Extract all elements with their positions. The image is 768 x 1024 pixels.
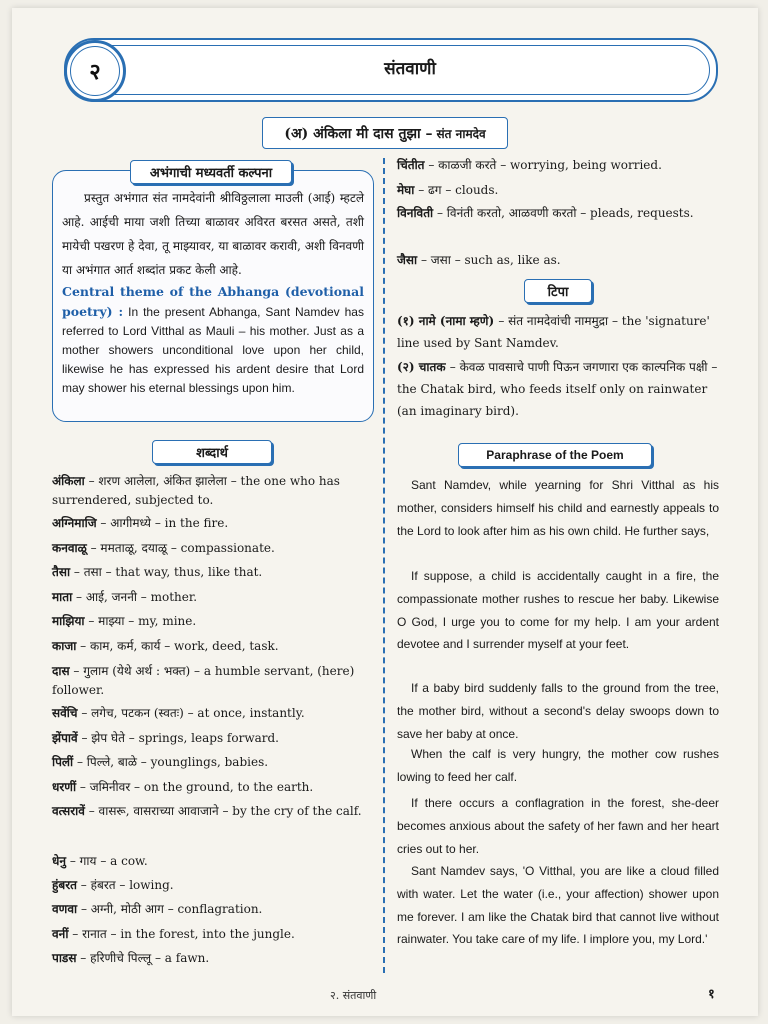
glossary-meaning: – काळजी करते – worrying, being worried.: [424, 158, 662, 172]
glossary-item: [52, 563, 372, 582]
glossary-word: माझिया: [52, 614, 85, 628]
note-word: चातक: [418, 360, 450, 374]
glossary-meaning: – आई, जननी – mother.: [72, 590, 198, 604]
right-glossary-item: [397, 180, 719, 200]
glossary-meaning: – हरिणीचे पिल्लू – a fawn.: [76, 951, 210, 965]
paraphrase-paragraph: If a baby bird suddenly falls to the ground from the tree, the mother bird, without a second's delay swoops down to save her baby at once.: [397, 681, 719, 741]
glossary-meaning: – ममताळू, दयाळू – compassionate.: [86, 541, 275, 555]
glossary-item: [52, 876, 372, 895]
glossary-word: कनवाळू: [52, 541, 87, 555]
glossary-item: [52, 753, 372, 772]
glossary-item: [52, 852, 372, 871]
glossary-item: [52, 514, 372, 533]
paraphrase-paragraph: Sant Namdev says, 'O Vitthal, you are like a cloud filled with water. Let the water (i.e., your affection) shower upon me forever. I am like the Chatak bird that cannot live without rainwater. You take care of my life. I implore you, my Lord.': [397, 864, 719, 947]
glossary-item: [52, 472, 372, 510]
glossary-item: [52, 949, 372, 968]
glossary-item: [52, 802, 372, 821]
glossary-word: अंकिला: [52, 474, 85, 488]
glossary-word: जैसा: [397, 253, 418, 267]
note-meaning: – संत नामदेवांची नाममुद्रा – the 'signature' line used by Sant Namdev.: [397, 314, 710, 350]
glossary-meaning: – झेप घेते – springs, leaps forward.: [77, 731, 279, 745]
note-item: [397, 356, 719, 422]
glossary-word: माता: [52, 590, 73, 604]
glossary-word: हुंबरत: [52, 878, 77, 892]
glossary-meaning: – माझ्या – my, mine.: [84, 614, 197, 628]
notes-label: टिपा: [524, 279, 592, 303]
glossary-item: [52, 729, 372, 748]
glossary-word: काजा: [52, 639, 77, 653]
glossary-item: [52, 539, 372, 558]
glossary-item: [52, 588, 372, 607]
glossary-meaning: – जसा – such as, like as.: [417, 253, 561, 267]
note-number: (१): [397, 314, 419, 328]
glossary-item: [52, 612, 372, 631]
glossary-item: [52, 704, 372, 723]
note-word: नामे (नामा म्हणे): [418, 314, 499, 328]
glossary-word: धेनु: [52, 854, 67, 868]
glossary-item: [52, 925, 372, 944]
chapter-title: संतवाणी: [384, 59, 436, 79]
glossary-word: झेंपावें: [52, 731, 78, 745]
glossary-meaning: – पिल्ले, बाळे – younglings, babies.: [73, 755, 269, 769]
glossary-word: पाडस: [52, 951, 77, 965]
glossary-meaning: – वासरू, वासराच्या आवाजाने – by the cry of the calf.: [84, 804, 362, 818]
glossary-word: वनीं: [52, 927, 69, 941]
chapter-number-badge: [64, 40, 126, 102]
right-glossary-item: [397, 155, 719, 175]
glossary-meaning: – हंबरत – lowing.: [76, 878, 174, 892]
glossary-word: चिंतीत: [397, 158, 425, 172]
paraphrase-paragraph: When the calf is very hungry, the mother cow rushes lowing to feed her calf.: [397, 747, 719, 784]
glossary-meaning: – काम, कर्म, कार्य – work, deed, task.: [76, 639, 279, 653]
right-glossary-item: [397, 203, 719, 223]
column-divider: [383, 158, 385, 973]
poem-title-box: [262, 117, 508, 149]
glossary-item: [52, 637, 372, 656]
glossary-meaning: – जमिनीवर – on the ground, to the earth.: [76, 780, 314, 794]
glossary-meaning: – शरण आलेला, अंकित झालेला – the one who has surrendered, subjected to.: [52, 474, 340, 507]
note-meaning: – केवळ पावसाचे पाणी पिऊन जगणारा एक काल्पनिक पक्षी – the Chatak bird, who feeds itself only on rainwater (an imaginary bird).: [397, 360, 718, 418]
footer-chapter: २. संतवाणी: [330, 989, 377, 1002]
glossary-word: वणवा: [52, 902, 78, 916]
glossary-item: [52, 900, 372, 919]
glossary-word: तैसा: [52, 565, 71, 579]
central-theme-english-body: In the present Abhanga, Sant Namdev has referred to Lord Vitthal as Mauli – his mother. Just as a mother showers unconditional love upon her child, likewise he has expressed his ardent desire that Lord may shower his eternal blessings upon him.: [62, 305, 364, 395]
glossary-word: पिलीं: [52, 755, 74, 769]
glossary-word: वत्सरावें: [52, 804, 85, 818]
poem-title: (अ) अंकिला मी दास तुझा –: [284, 125, 433, 142]
glossary-meaning: – विनंती करतो, आळवणी करतो – pleads, requests.: [433, 206, 694, 220]
central-theme-marathi: प्रस्तुत अभंगात संत नामदेवांनी श्रीविठ्ठलाला माउली (आई) म्हटले आहे. आईची माया जशी तिच्या बाळावर अविरत बरसत असते, तशी मायेची पखरण हे देवा, तू माझ्यावर, या बाळावर करावी, अशी विनवणी या अभंगात आर्त शब्दांत प्रकट केली आहे.: [62, 191, 364, 277]
glossary-word: सवेंचि: [52, 706, 78, 720]
paraphrase-paragraph: If suppose, a child is accidentally caught in a fire, the compassionate mother rushes to rescue her baby. Likewise O God, I urge you to come for my help. I am your ardent devotee and I surrender myself at your feet.: [397, 569, 719, 652]
paraphrase-paragraph: Sant Namdev, while yearning for Shri Vitthal as his mother, considers himself his child and earnestly appeals to the Lord to look after him as his own child. He further says,: [397, 478, 719, 538]
glossary-meaning: – अग्नी, मोठी आग – conflagration.: [77, 902, 263, 916]
glossary-meaning: – रानात – in the forest, into the jungle.: [68, 927, 295, 941]
note-item: [397, 310, 719, 354]
glossary-meaning: – लगेच, पटकन (स्वतः) – at once, instantly.: [77, 706, 305, 720]
glossary-meaning: – गाय – a cow.: [66, 854, 148, 868]
chapter-number: २: [89, 59, 101, 85]
glossary-meaning: – आगीमध्ये – in the fire.: [96, 516, 229, 530]
glossary-word: विनविती: [397, 206, 434, 220]
central-theme-english-heading: Central theme of the Abhanga (devotional poetry) :: [62, 284, 364, 319]
glossary-word: धरणीं: [52, 780, 77, 794]
glossary-word: अग्निमाजि: [52, 516, 97, 530]
central-theme-label: अभंगाची मध्यवर्ती कल्पना: [130, 160, 292, 184]
paraphrase-paragraph: If there occurs a conflagration in the forest, she-deer becomes anxious about the safety of her fawn and her heart cries out to her.: [397, 796, 719, 856]
glossary-label: शब्दार्थ: [152, 440, 272, 464]
glossary-item: [52, 778, 372, 797]
glossary-word: दास: [52, 664, 70, 678]
glossary-meaning: – गुलाम (येथे अर्थ : भक्त) – a humble servant, (here) follower.: [52, 664, 355, 697]
glossary-word: मेघा: [397, 183, 415, 197]
glossary-item: [52, 662, 372, 700]
poem-author: संत नामदेव: [436, 126, 486, 141]
right-glossary-item: [397, 250, 719, 270]
note-number: (२): [397, 360, 419, 374]
paraphrase-label: Paraphrase of the Poem: [458, 443, 652, 467]
page-number: १: [708, 987, 715, 1002]
central-theme-english: [62, 282, 364, 398]
glossary-meaning: – ढग – clouds.: [414, 183, 499, 197]
glossary-meaning: – तसा – that way, thus, like that.: [70, 565, 263, 579]
